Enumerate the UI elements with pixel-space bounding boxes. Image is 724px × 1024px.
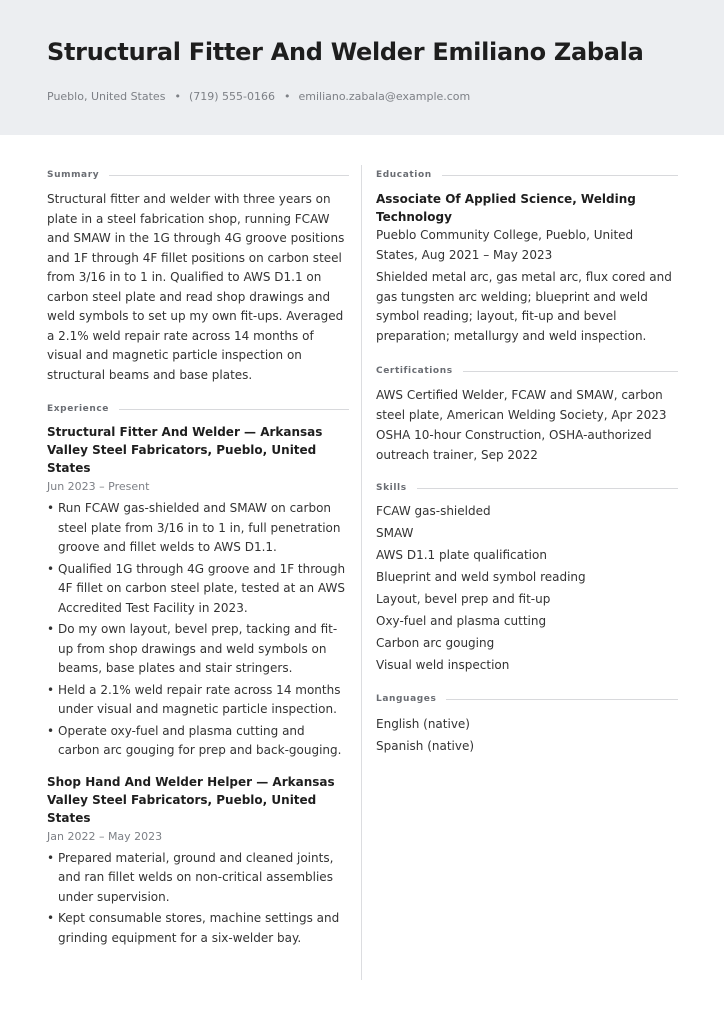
certifications-section xyxy=(376,362,678,465)
column-divider xyxy=(361,165,362,980)
certification-item: AWS Certified Welder, FCAW and SMAW, carbon steel plate, American Welding Society, Apr 2023 xyxy=(376,388,667,422)
contact-line xyxy=(47,90,470,103)
job-bullet: • Kept consumable stores, machine settings and grinding equipment for a six-welder bay. xyxy=(47,909,349,948)
education-description: Shielded metal arc, gas metal arc, flux cored and gas tungsten arc welding; blueprint and weld symbol reading; layout, fit-up and bevel preparation; metallurgy and weld inspection. xyxy=(376,270,672,343)
section-heading xyxy=(376,690,678,708)
resume-header xyxy=(0,0,724,135)
contact-email[interactable]: emiliano.zabala@example.com xyxy=(298,90,471,103)
language-item: English (native) xyxy=(376,717,470,731)
languages-section xyxy=(376,690,678,757)
skill-item: AWS D1.1 plate qualification xyxy=(376,548,547,562)
experience-section xyxy=(47,400,349,948)
education-section xyxy=(376,166,678,346)
job-bullet: • Do my own layout, bevel prep, tacking and fit-up from shop drawings and weld symbols on beams, base plates and stair stringers. xyxy=(47,620,349,679)
contact-phone: (719) 555-0166 xyxy=(188,90,275,103)
section-title-summary: Summary xyxy=(47,170,100,180)
contact-separator: • xyxy=(283,90,291,103)
job-bullet: • Held a 2.1% weld repair rate across 14 months under visual and magnetic particle inspection. xyxy=(47,681,349,720)
section-heading xyxy=(376,166,678,184)
degree-title: Associate Of Applied Science, Welding Technology xyxy=(376,192,636,224)
section-title-certifications: Certifications xyxy=(376,366,453,376)
skill-item: SMAW xyxy=(376,526,414,540)
skills-list xyxy=(376,500,678,676)
section-title-education: Education xyxy=(376,170,432,180)
job-entry xyxy=(47,423,349,761)
job-bullets xyxy=(47,499,349,761)
job-dates: Jun 2023 – Present xyxy=(47,480,150,493)
section-heading xyxy=(376,362,678,380)
languages-list xyxy=(376,713,678,757)
job-title: Shop Hand And Welder Helper — Arkansas Valley Steel Fabricators, Pueblo, United States xyxy=(47,774,335,825)
skill-item: FCAW gas-shielded xyxy=(376,504,491,518)
section-rule xyxy=(442,175,678,176)
section-rule xyxy=(463,371,678,372)
job-bullet: • Qualified 1G through 4G groove and 1F through 4F fillet on carbon steel plate, tested at an AWS Accredited Test Facility in 2023. xyxy=(47,560,349,619)
school-details: Pueblo Community College, Pueblo, United States, Aug 2021 – May 2023 xyxy=(376,228,634,262)
section-heading xyxy=(376,479,678,497)
section-title-skills: Skills xyxy=(376,483,407,493)
job-title: Structural Fitter And Welder — Arkansas Valley Steel Fabricators, Pueblo, United States xyxy=(47,425,323,475)
section-heading xyxy=(47,166,349,184)
contact-location: Pueblo, United States xyxy=(47,90,166,103)
skill-item: Layout, bevel prep and fit-up xyxy=(376,592,551,606)
contact-separator: • xyxy=(174,90,181,103)
job-bullet: • Run FCAW gas-shielded and SMAW on carbon steel plate from 3/16 in to 1 in, full penetration groove and fillet welds to AWS D1.1. xyxy=(47,499,349,558)
skill-item: Blueprint and weld symbol reading xyxy=(376,570,586,584)
section-rule xyxy=(446,699,678,700)
right-column xyxy=(376,166,678,757)
job-entry xyxy=(47,773,349,949)
skills-section xyxy=(376,479,678,676)
job-bullet: • Operate oxy-fuel and plasma cutting and carbon arc gouging for prep and back-gouging. xyxy=(47,722,349,761)
job-bullets xyxy=(47,849,349,949)
candidate-name: Structural Fitter And Welder Emiliano Zabala xyxy=(47,38,644,66)
job-dates: Jan 2022 – May 2023 xyxy=(47,829,163,843)
summary-section xyxy=(47,166,349,385)
section-title-experience: Experience xyxy=(47,404,109,414)
section-rule xyxy=(109,175,349,176)
certification-item: OSHA 10-hour Construction, OSHA-authorized outreach trainer, Sep 2022 xyxy=(376,428,652,462)
section-title-languages: Languages xyxy=(376,694,437,704)
skill-item: Carbon arc gouging xyxy=(376,636,495,650)
skill-item: Visual weld inspection xyxy=(376,658,510,672)
skill-item: Oxy-fuel and plasma cutting xyxy=(376,614,547,628)
job-bullet: • Prepared material, ground and cleaned joints, and ran fillet welds on non-critical assemblies under supervision. xyxy=(47,849,349,908)
summary-text: Structural fitter and welder with three years on plate in a steel fabrication shop, running FCAW and SMAW in the 1G through 4G groove positions and 1F through 4F fillet positions on carbon steel from 3/16 in to 1 in. Qualified to AWS D1.1 on carbon steel plate and read shop drawings and weld symbols to set up my own fit-ups. Averaged a 2.1% weld repair rate across 14 months of visual and magnetic particle inspection on structural beams and base plates. xyxy=(47,192,345,382)
section-rule xyxy=(417,488,678,489)
language-item: Spanish (native) xyxy=(376,739,475,753)
left-column xyxy=(47,166,349,950)
section-rule xyxy=(119,409,349,410)
section-heading xyxy=(47,400,349,418)
